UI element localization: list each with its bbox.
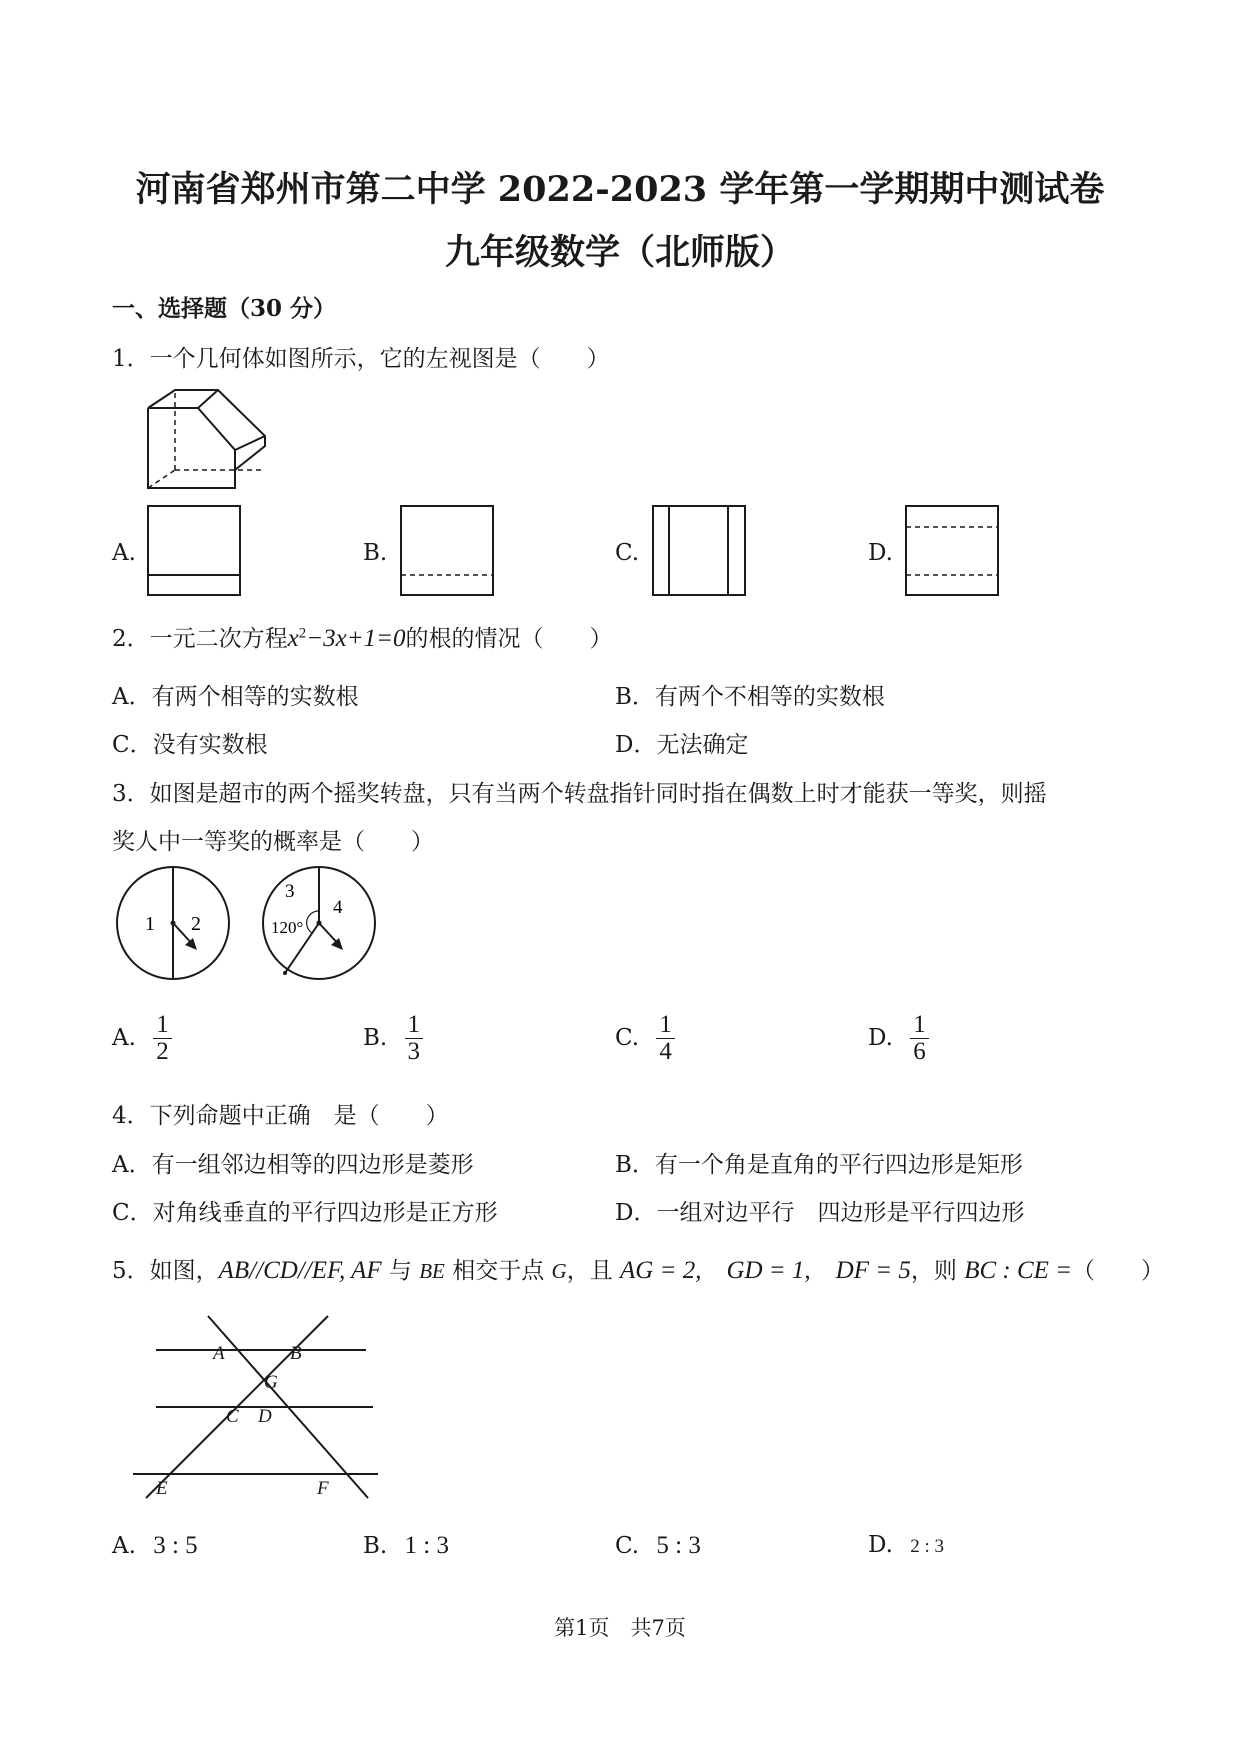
q5-option-a-letter: A. <box>112 1533 136 1559</box>
q3-option-b-fraction <box>405 1012 424 1066</box>
q3-option-c-fraction <box>656 1012 675 1066</box>
q1-option-a-label: A. <box>112 540 136 566</box>
q5-label-e: E <box>156 1478 168 1499</box>
q5-math-4: AG = 2, GD = 1, DF = 5 <box>620 1257 911 1284</box>
page-footer: 第1页 共7页 <box>554 1616 686 1640</box>
question-3-line-1: 3．如图是超市的两个摇奖转盘，只有当两个转盘指针同时指在偶数上时才能获一等奖，则摇 <box>112 781 1047 807</box>
q5-part-4: ，且 <box>566 1258 620 1284</box>
q3-option-d <box>868 1012 929 1066</box>
q4-option-b: B．有一个角是直角的平行四边形是矩形 <box>615 1152 1023 1178</box>
q5-option-d-value: 2 : 3 <box>910 1536 945 1557</box>
q3-option-c <box>615 1012 675 1066</box>
q5-label-d: D <box>258 1406 272 1427</box>
q4-option-a: A．有一组邻边相等的四边形是菱形 <box>112 1152 474 1178</box>
q5-part-5: ，则 <box>910 1258 965 1284</box>
q2-eq-x: x <box>287 625 299 652</box>
q5-part-3: 相交于点 <box>444 1258 552 1284</box>
q5-math-5: BC : CE = <box>964 1257 1073 1284</box>
q5-option-c-letter: C. <box>615 1533 640 1559</box>
q1-option-c-figure <box>652 505 747 597</box>
q3-option-a-den: 2 <box>156 1038 169 1066</box>
q5-option-b <box>363 1532 449 1560</box>
q2-eq-rest: −3x+1=0 <box>306 625 406 652</box>
q4-option-c: C．对角线垂直的平行四边形是正方形 <box>112 1200 498 1226</box>
q3-option-c-num: 1 <box>656 1012 675 1039</box>
exam-title: 河南省郑州市第二中学 2022-2023 学年第一学期期中测试卷 <box>135 169 1105 210</box>
question-5-text <box>112 1250 1164 1286</box>
question-4-text: 4．下列命题中正确 是（ ） <box>112 1103 449 1129</box>
q3-option-d-den: 6 <box>913 1038 926 1066</box>
q3-option-b-letter: B. <box>363 1024 388 1051</box>
q3-option-b <box>363 1012 423 1066</box>
q3-option-a-fraction <box>153 1012 172 1066</box>
q3-option-d-num: 1 <box>910 1012 929 1039</box>
q5-option-d-letter: D. <box>868 1532 893 1558</box>
q3-option-a <box>112 1012 172 1066</box>
q5-label-b: B <box>290 1343 302 1364</box>
q5-math-3: G <box>551 1259 567 1283</box>
q5-math-1: AB//CD//EF, AF <box>218 1257 382 1284</box>
q1-solid-figure <box>140 388 270 493</box>
q3-option-d-fraction <box>910 1012 929 1066</box>
spinner-2-label-4: 4 <box>333 897 343 918</box>
exam-subtitle: 九年级数学（北师版） <box>444 232 795 273</box>
q5-option-a-value: 3 : 5 <box>153 1532 198 1559</box>
q3-option-a-letter: A. <box>112 1024 136 1051</box>
q3-spinner-1 <box>115 865 233 983</box>
q3-option-c-letter: C. <box>615 1024 640 1051</box>
section-heading: 一、选择题（30 分） <box>112 295 337 322</box>
q2-suffix: 的根的情况（ ） <box>405 626 613 652</box>
q1-option-d-label: D. <box>868 540 893 566</box>
q2-prefix: 2．一元二次方程 <box>112 626 288 652</box>
q3-option-b-den: 3 <box>407 1038 421 1066</box>
q5-label-c: C <box>226 1406 239 1427</box>
q2-option-c: C．没有实数根 <box>112 732 268 758</box>
q1-option-c-label: C. <box>615 540 640 566</box>
q5-part-6: （ ） <box>1072 1258 1165 1284</box>
q2-option-a: A．有两个相等的实数根 <box>112 684 359 710</box>
q5-option-c-value: 5 : 3 <box>656 1532 701 1559</box>
q3-spinner-2 <box>261 865 379 983</box>
spinner-2-angle-label: 120° <box>271 918 304 937</box>
q2-option-d: D．无法确定 <box>615 732 749 758</box>
spinner-1-label-1: 1 <box>145 913 155 935</box>
question-3-line-2: 奖人中一等奖的概率是（ ） <box>112 829 434 855</box>
q4-option-d: D．一组对边平行 四边形是平行四边形 <box>615 1200 1025 1226</box>
q5-label-a: A <box>213 1343 225 1364</box>
q3-option-d-letter: D. <box>868 1024 893 1051</box>
q5-option-b-value: 1 : 3 <box>404 1532 449 1559</box>
q5-parallel-lines-figure <box>128 1312 388 1507</box>
q1-option-b-figure <box>400 505 495 597</box>
q1-option-b-label: B. <box>363 540 388 566</box>
spinner-1-label-2: 2 <box>191 913 201 935</box>
q5-option-c <box>615 1532 701 1560</box>
q3-option-c-den: 4 <box>659 1038 672 1066</box>
q3-option-a-num: 1 <box>153 1012 172 1039</box>
q5-label-f: F <box>317 1478 329 1499</box>
q1-option-a-figure <box>147 505 242 597</box>
q3-option-b-num: 1 <box>405 1012 424 1039</box>
q5-math-2: BE <box>419 1259 445 1283</box>
q1-option-d-figure <box>905 505 1000 597</box>
q5-part-1: 5．如图， <box>112 1258 219 1284</box>
q2-option-b: B．有两个不相等的实数根 <box>615 684 885 710</box>
q5-option-b-letter: B. <box>363 1533 388 1559</box>
question-1-text: 1．一个几何体如图所示，它的左视图是（ ） <box>112 346 610 372</box>
q2-eq-exp: 2 <box>298 625 307 642</box>
question-2-text <box>112 620 612 653</box>
spinner-2-label-3: 3 <box>285 881 295 902</box>
q5-option-d <box>868 1532 944 1558</box>
q5-option-a <box>112 1532 198 1560</box>
q5-part-2: 与 <box>381 1258 420 1284</box>
q5-label-g: G <box>264 1372 278 1393</box>
